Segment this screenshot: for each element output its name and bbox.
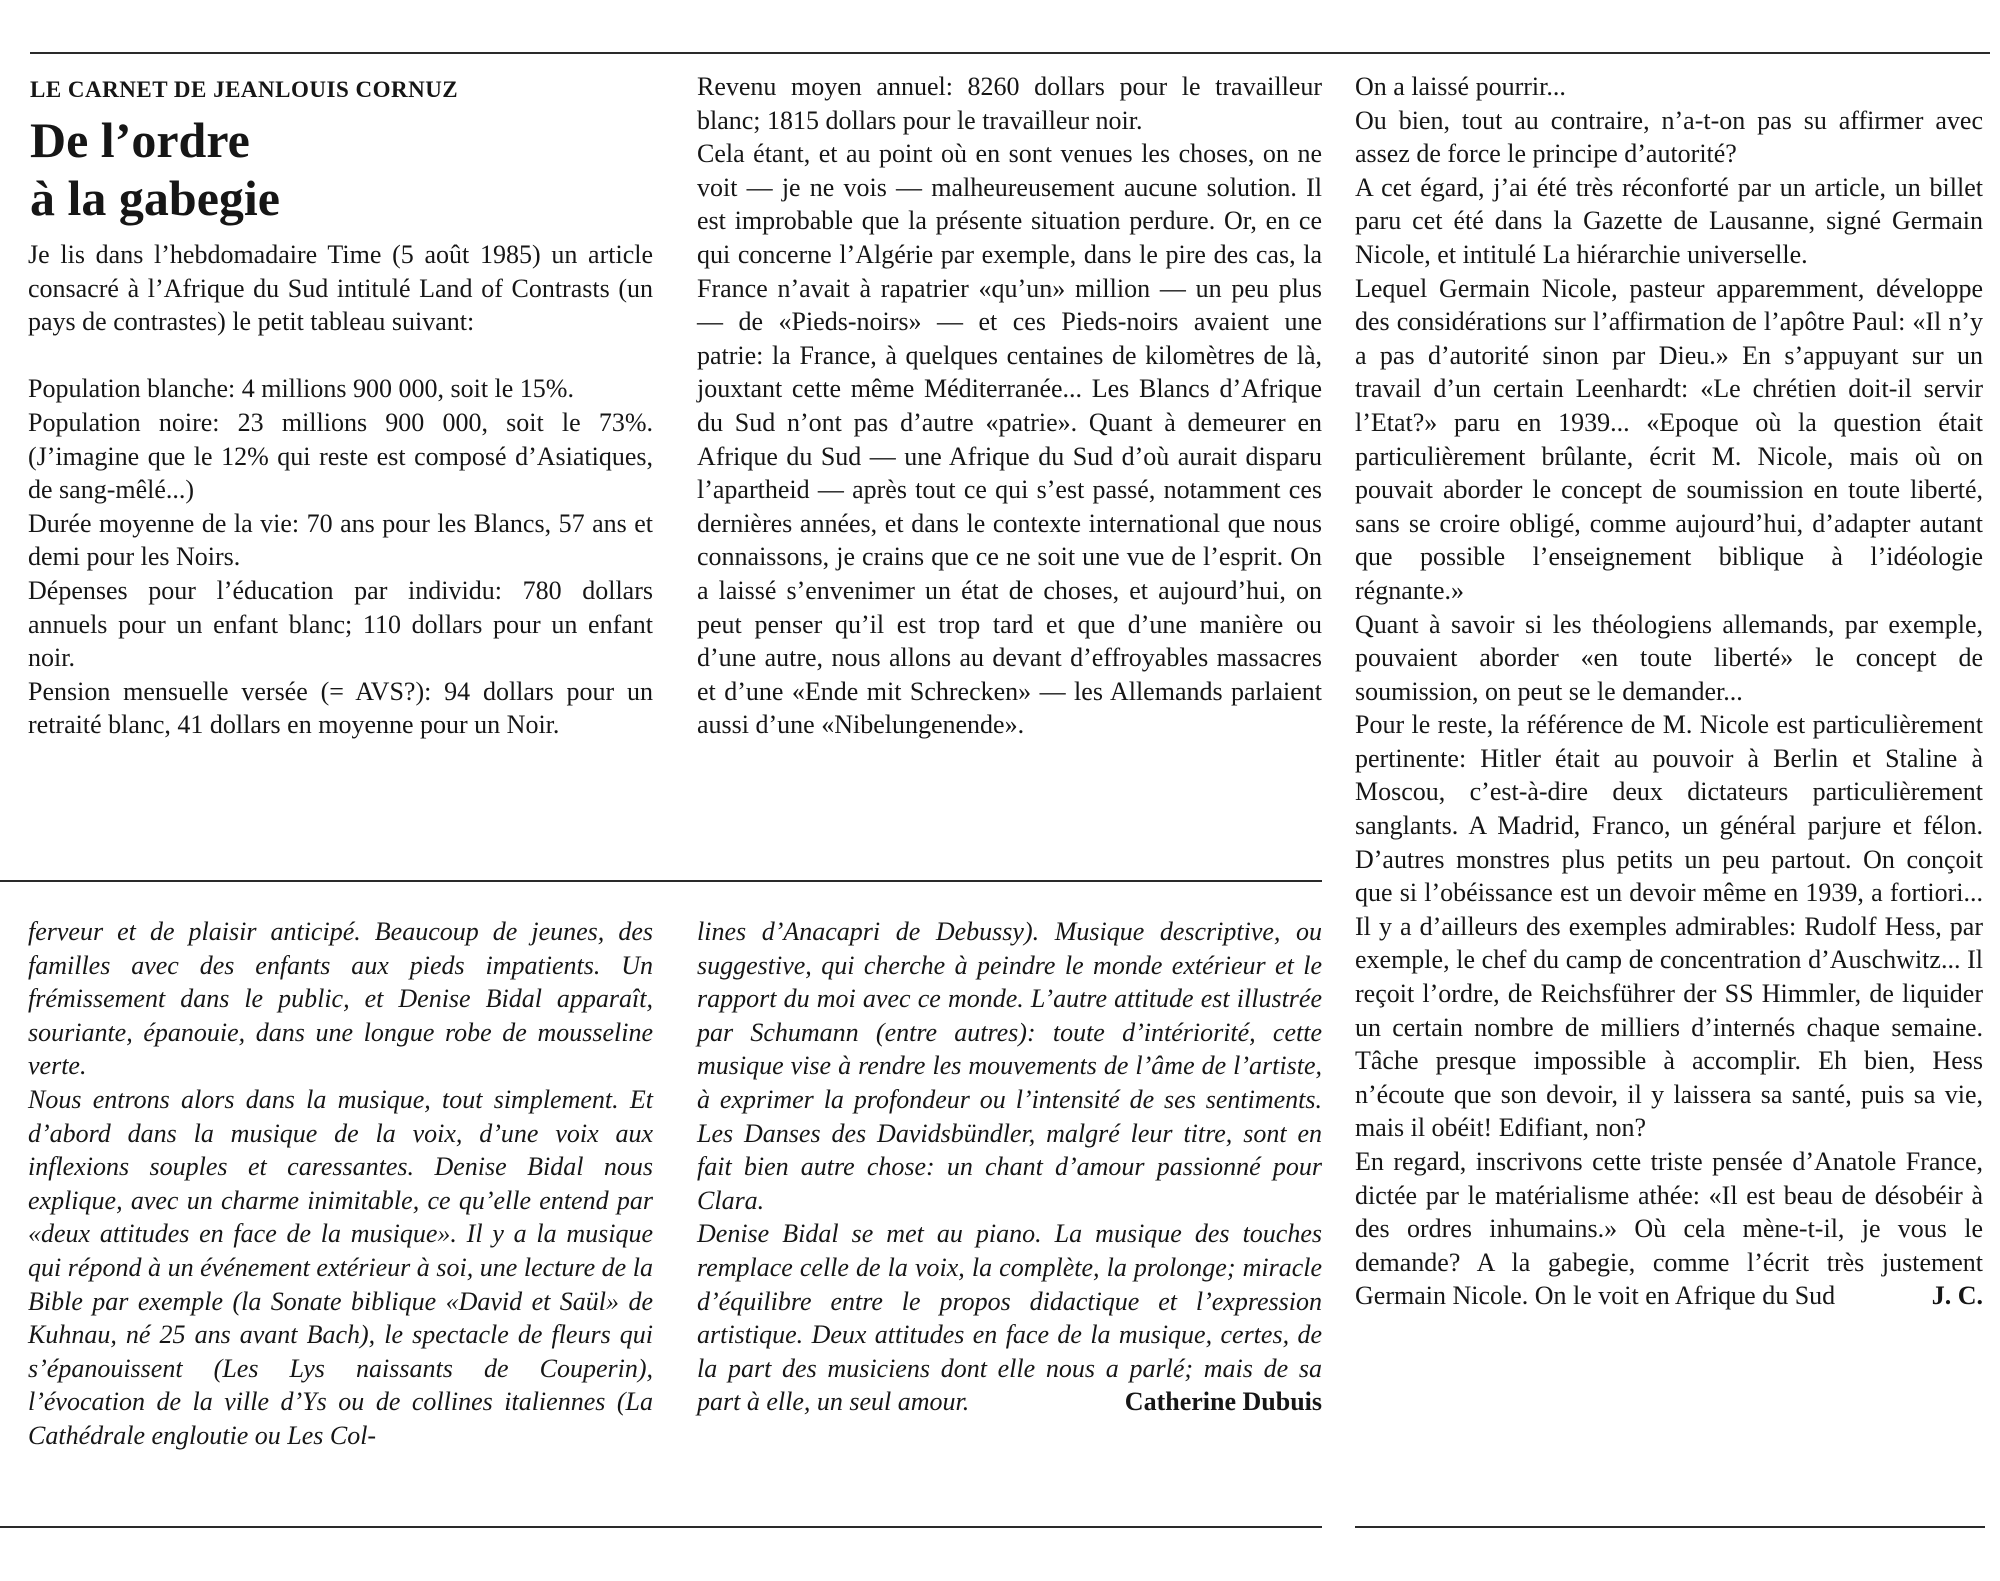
- middle-rule: [0, 880, 1322, 882]
- article2-column-2: [697, 915, 1322, 1419]
- paragraph: ferveur et de plaisir anticipé. Beaucoup de jeunes, des familles avec des enfants aux pieds impatients. Un frémissement dans le public, et Denise Bidal apparaît, souriante, épanouie, dans une longue robe de mousseline verte.: [28, 917, 653, 1081]
- paragraph-spacer: [28, 339, 653, 373]
- bottom-rule-left: [0, 1526, 1322, 1528]
- article1-column-1: [28, 238, 653, 742]
- paragraph: Cela étant, et au point où en sont venues les choses, on ne voit — je ne vois — malheureusement aucune solution. Il est improbable que la présente situation perdure. Or, en ce qui concerne l’Algérie par exemple, dans le pire des cas, la France n’avait à rapatrier «qu’un» million — un peu plus — de «Pieds-noirs» — et ces Pieds-noirs avaient une patrie: la France, à quelques centaines de kilomètres de là, jouxtant cette même Méditerranée... Les Blancs d’Afrique du Sud n’ont pas d’autre «patrie». Quant à demeurer en Afrique du Sud — une Afrique du Sud d’où aurait disparu l’apartheid — après tout ce qui s’est passé, notamment ces dernières années, et dans le contexte international que nous connaissons, je crains que ce ne soit une vue de l’esprit. On a laissé s’envenimer un état de choses, et aujourd’hui, on peut penser qu’il est trop tard et que d’une manière ou d’une autre, nous allons au devant d’effroyables massacres et d’une «Ende mit Schrecken» — les Allemands parlaient aussi d’une «Nibelungenende».: [697, 139, 1322, 740]
- paragraph: Pension mensuelle versée (= AVS?): 94 dollars pour un retraité blanc, 41 dollars en moyenne pour un Noir.: [28, 676, 653, 740]
- paragraph: A cet égard, j’ai été très réconforté par un article, un billet paru cet été dans la Gazette de Lausanne, signé Germain Nicole, et intitulé La hiérarchie universelle.: [1355, 172, 1983, 269]
- paragraph: Lequel Germain Nicole, pasteur apparemment, développe des considérations sur l’affirmation de l’apôtre Paul: «Il n’y a pas d’autorité sinon par Dieu.» En s’appuyant sur un travail d’un certain Leenhardt: «Le chrétien doit-il servir l’Etat?» paru en 1939... «Epoque où la question était particulièrement brûlante, écrit M. Nicole, mais où on pouvait aborder le concept de soumission en toute liberté, sans se croire obligé, comme aujourd’hui, d’adapter autant que possible l’enseignement biblique à l’idéologie régnante.»: [1355, 273, 1983, 605]
- paragraph: [697, 1217, 1322, 1419]
- paragraph: Population noire: 23 millions 900 000, soit le 73%. (J’imagine que le 12% qui reste est composé d’Asiatiques, de sang-mêlé...): [28, 407, 653, 505]
- top-rule: [30, 52, 1990, 54]
- paragraph: Revenu moyen annuel: 8260 dollars pour le travailleur blanc; 1815 dollars pour le travailleur noir.: [697, 72, 1322, 135]
- paragraph: Durée moyenne de la vie: 70 ans pour les Blancs, 57 ans et demi pour les Noirs.: [28, 508, 653, 572]
- paragraph: Quant à savoir si les théologiens allemands, par exemple, pouvaient aborder «en toute liberté» le concept de soumission, on peut se le demander...: [1355, 609, 1983, 706]
- headline-line-2: à la gabegie: [30, 170, 280, 226]
- kicker: LE CARNET DE JEANLOUIS CORNUZ: [30, 77, 459, 102]
- paragraph-text: Denise Bidal se met au piano. La musique des touches remplace celle de la voix, la complète, la prolonge; miracle d’équilibre entre le propos didactique et l’expression artistique. Deux attitudes en face de la musique, certes, de la part des musiciens dont elle nous a parlé; mais de sa part à elle, un seul amour.: [697, 1219, 1322, 1417]
- paragraph: Population blanche: 4 millions 900 000, soit le 15%.: [28, 374, 574, 404]
- paragraph: lines d’Anacapri de Debussy). Musique descriptive, ou suggestive, qui cherche à peindre le monde extérieur et le rapport du moi avec ce monde. L’autre attitude est illustrée par Schumann (entre autres): toute d’intériorité, cette musique vise à rendre les mouvements de l’âme de l’artiste, à exprimer la profondeur ou l’intensité de ses sentiments. Les Danses des Davidsbündler, malgré leur titre, sont en fait bien autre chose: un chant d’amour passionné pour Clara.: [697, 917, 1322, 1215]
- paragraph-text: En regard, inscrivons cette triste pensée d’Anatole France, dictée par le matérialisme athée: «Il est beau de désobéir à des ordres inhumains.» Où cela mène-t-il, je vous le demande? A la gabegie, comme l’écrit très justement Germain Nicole. On le voit en Afrique du Sud: [1355, 1147, 1983, 1311]
- article1-column-2: [697, 70, 1322, 742]
- paragraph: Dépenses pour l’éducation par individu: 780 dollars annuels pour un enfant blanc; 110 dollars pour un enfant noir.: [28, 575, 653, 673]
- paragraph: Je lis dans l’hebdomadaire Time (5 août 1985) un article consacré à l’Afrique du Sud intitulé Land of Contrasts (un pays de contrastes) le petit tableau suivant:: [28, 240, 653, 337]
- signature: Catherine Dubuis: [1124, 1387, 1322, 1417]
- paragraph: Nous entrons alors dans la musique, tout simplement. Et d’abord dans la musique de la voix, d’une voix aux inflexions souples et caressantes. Denise Bidal nous explique, avec un charme inimitable, ce qu’elle entend par «deux attitudes en face de la musique». Il y a la musique qui répond à un événement extérieur à soi, une lecture de la Bible par exemple (la Sonate biblique «David et Saül» de Kuhnau, né 25 ans avant Bach), le spectacle de fleurs qui s’épanouissent (Les Lys naissants de Couperin), l’évocation de la ville d’Ys ou de collines italiennes (La Cathédrale engloutie ou Les Col-: [28, 1084, 653, 1450]
- bottom-rule-right: [1355, 1526, 1985, 1528]
- paragraph: On a laissé pourrir...: [1355, 72, 1566, 101]
- headline-line-1: De l’ordre: [30, 112, 250, 168]
- article1-column-3: [1355, 70, 1983, 1313]
- paragraph: Pour le reste, la référence de M. Nicole est particulièrement pertinente: Hitler était au pouvoir à Berlin et Staline à Moscou, c’est-à-dire deux dictateurs particulièrement sanglants. A Madrid, Franco, un général parjure et félon. D’autres monstres plus petits un peu partout. On conçoit que si l’obéissance est un devoir même en 1939, a fortiori... Il y a d’ailleurs des exemples admirables: Rudolf Hess, par exemple, le chef du camp de concentration d’Auschwitz... Il reçoit l’ordre, de Reichsführer der SS Himmler, de liquider un certain nombre de milliers d’internés chaque semaine. Tâche presque impossible à accomplir. Eh bien, Hess n’écoute que son devoir, il y laissera sa santé, puis sa vie, mais il obéit! Edifiant, non?: [1355, 710, 1983, 1143]
- article2-column-1: [28, 915, 653, 1453]
- paragraph: [1355, 1145, 1983, 1313]
- paragraph: Ou bien, tout au contraire, n’a-t-on pas su affirmer avec assez de force le principe d’autorité?: [1355, 105, 1983, 169]
- signature: J. C.: [1931, 1281, 1983, 1311]
